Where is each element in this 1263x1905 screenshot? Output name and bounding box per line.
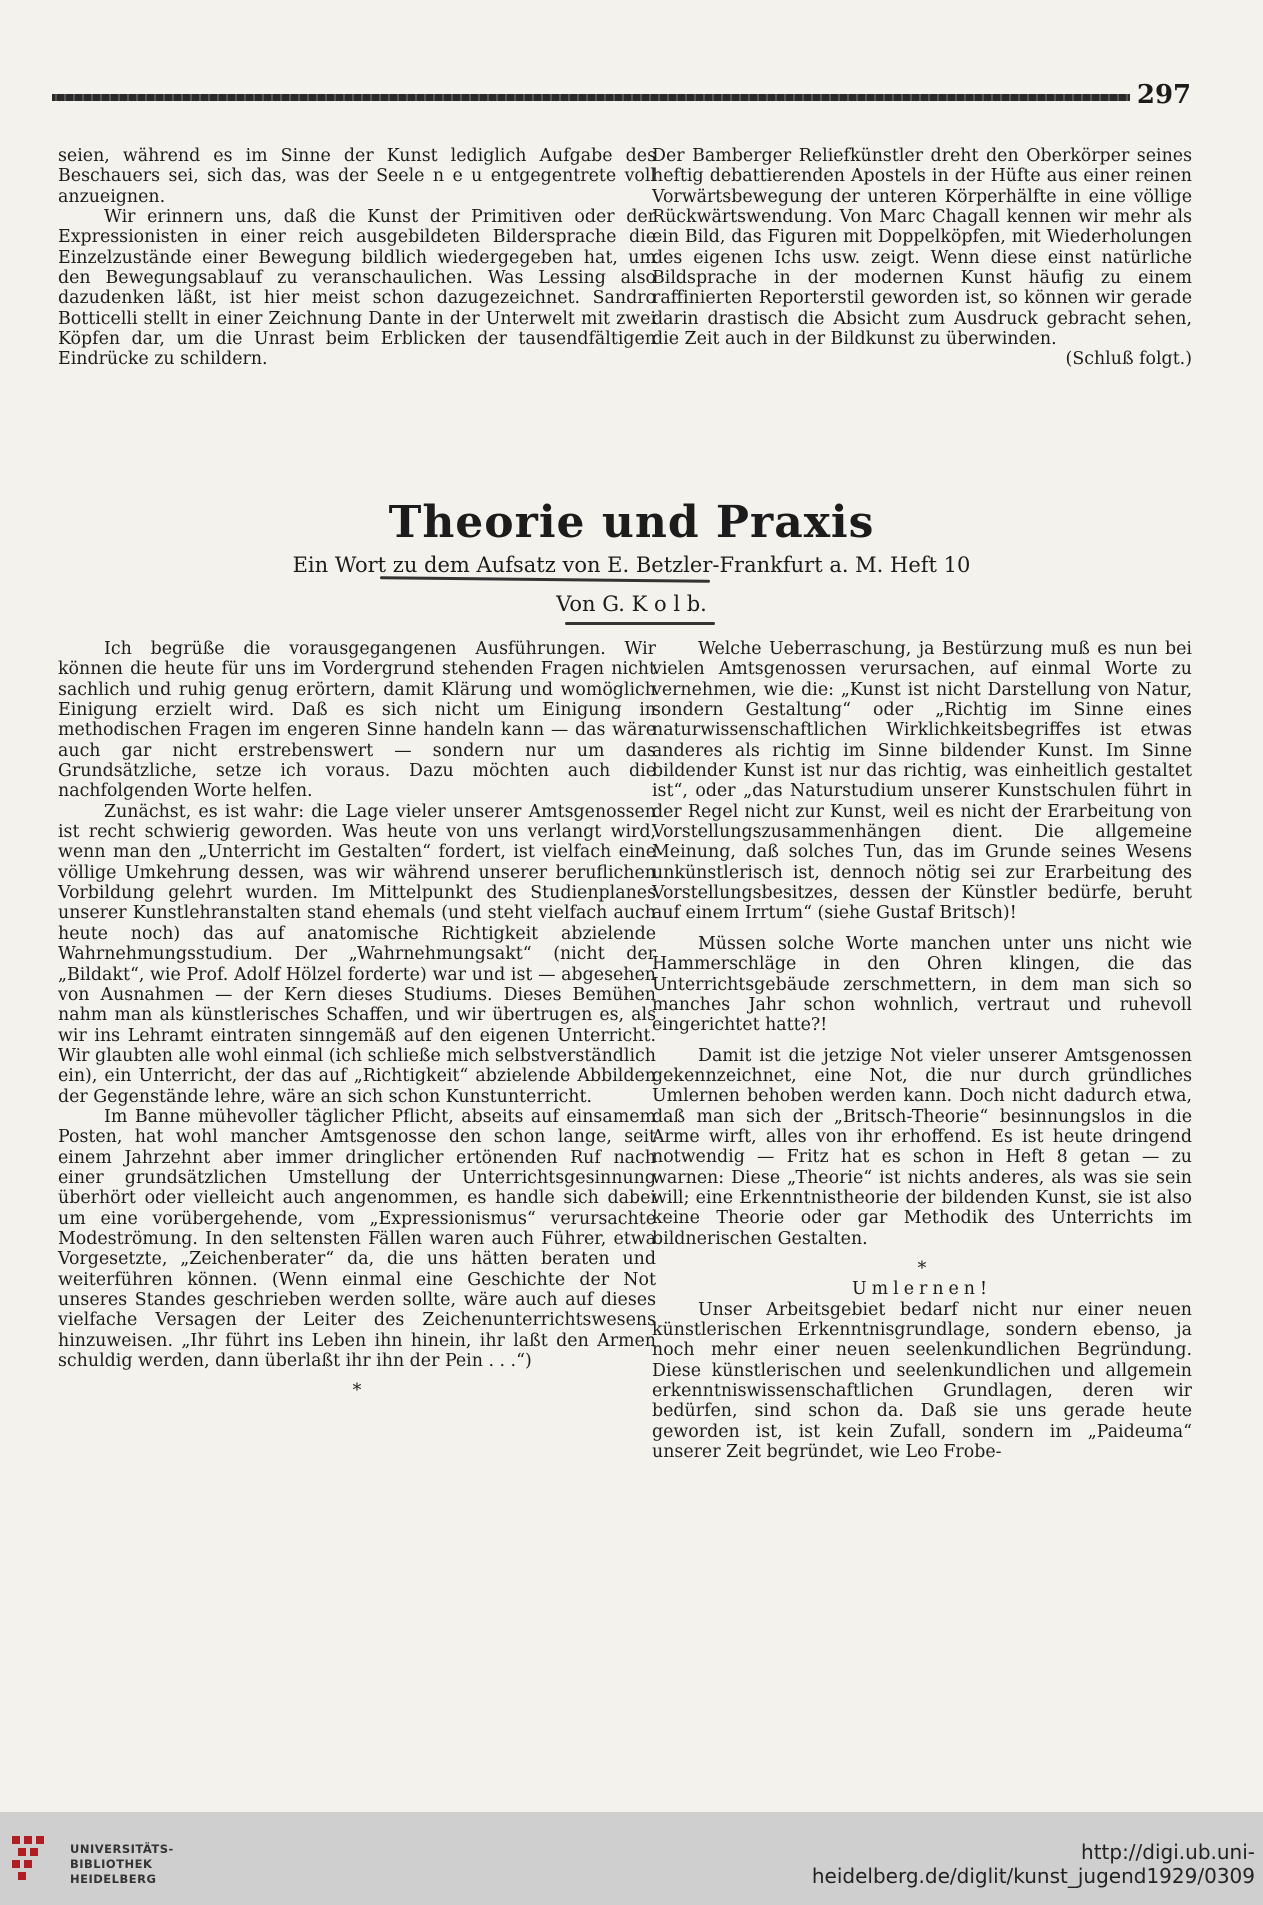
article-author: Von G. K o l b. (556, 592, 707, 616)
paragraph: Welche Ueberraschung, ja Bestürzung muß es nun bei vielen Amtsgenossen verursachen, auf einmal Worte zu vernehmen, wie die: „Kunst ist nicht Darstellung von Natur, sondern Gestaltung“ oder „Richtig im Sinne eines naturwissenschaftlichen Wirklichkeitsbegriffes ist etwas anderes als richtig im Sinne bildender Kunst. Im Sinne bildender Kunst ist nur das richtig, was einheitlich gestaltet ist“, oder „das Naturstudium unserer Kunstschulen führt in der Regel nicht zur Kunst, weil es nicht der Erarbeitung von Vorstellungszusammenhängen dient. Die allgemeine Meinung, daß solches Tun, das im Grunde seines Wesens unkünstlerisch ist, dennoch nötig sei zur Erarbeitung des Vorstellungsbesitzes, dessen der Künstler bedürfe, beruht auf einem Irrtum“ (siehe Gustaf Britsch)! (652, 639, 1192, 924)
continued-note: (Schluß folgt.) (1065, 349, 1192, 370)
paragraph: Zunächst, es ist wahr: die Lage vieler unserer Amtsgenossen ist recht schwierig geworden. Was heute von uns verlangt wird, wenn man den „Unterricht im Gestalten“ fordert, ist vielfach eine völlige Umkehrung dessen, was wir während unserer beruflichen Vorbildung gelehrt wurden. Im Mittelpunkt des Studienplanes unserer Kunstlehranstalten stand ehemals (und steht vielfach auch heute noch) das auf anatomische Richtigkeit abzielende Wahrnehmungsstudium. Der „Wahrnehmungsakt“ (nicht der „Bildakt“, wie Prof. Adolf Hölzel forderte) war und ist — abgesehen von Ausnahmen — der Kern dieses Studiums. Dieses Bemühen nahm man als künstlerisches Schaffen, und wir übertrugen es, als wir ins Lehramt eintraten sinngemäß auf den eigenen Unterricht. Wir glaubten alle wohl einmal (ich schließe mich selbstverständlich ein), ein Unterricht, der das auf „Richtigkeit“ abzielende Abbilden der Gegenstände lehre, wäre an sich schon Kunstunterricht. (58, 801, 656, 1107)
article-subtitle: Ein Wort zu dem Aufsatz von E. Betzler-Frankfurt a. M. Heft 10 (292, 553, 971, 577)
library-logo-icon (6, 1830, 62, 1886)
top-left-column (58, 146, 656, 370)
logo-text-line3: HEIDELBERG (70, 1872, 157, 1886)
logo-text-line1: UNIVERSITÄTS- (70, 1842, 174, 1856)
library-footer (0, 1812, 1263, 1905)
top-right-column (652, 146, 1192, 370)
section-star: * (352, 1381, 362, 1402)
paragraph: Unser Arbeitsgebiet bedarf nicht nur einer neuen künstlerischen Erkenntnisgrundlage, sondern ebenso, ja noch mehr einer neuen seelenkundlichen Begründung. Diese künstlerischen und seelenkundlichen und allgemein erkenntniswissenschaftlichen Grundlagen, deren wir bedürfen, sind schon da. Daß sie uns gerade heute geworden ist, ist kein Zufall, sondern im „Paideuma“ unserer Zeit begründet, wie Leo Frobe- (652, 1299, 1192, 1463)
bottom-right-column (652, 639, 1192, 1462)
paragraph: Müssen solche Worte manchen unter uns nicht wie Hammerschläge in den Ohren klingen, die das Unterrichtsgebäude zerschmettern, in dem man sich so manches Jahr schon wohnlich, vertraut und ruhevoll eingerichtet hatte?! (652, 933, 1192, 1036)
paragraph: Ich begrüße die vorausgegangenen Ausführungen. Wir können die heute für uns im Vordergrund stehenden Fragen nicht sachlich und ruhig genug erörtern, damit Klärung und womöglich Einigung erzielt wird. Daß es sich nicht um Einigung in methodischen Fragen im engeren Sinne handeln kann — das wäre auch gar nicht erstrebenswert — sondern nur um das Grundsätzliche, setze ich voraus. Dazu möchten auch die nachfolgenden Worte helfen. (58, 639, 656, 802)
page-number: 297 (1136, 80, 1192, 110)
paragraph: Im Banne mühevoller täglicher Pflicht, abseits auf einsamem Posten, hat wohl mancher Amtsgenosse den schon lange, seit einem Jahrzehnt aber immer dringlicher ertönenden Ruf nach einer grundsätzlichen Umstellung der Unterrichtsgesinnung überhört oder vielleicht auch angenommen, es handle sich dabei um eine vorübergehende, vom „Expressionismus“ verursachte Modeströmung. In den seltensten Fällen waren auch Führer, etwa Vorgesetzte, „Zeichenberater“ da, die uns hätten beraten und weiterführen können. (Wenn einmal eine Geschichte der Not unseres Standes geschrieben werden sollte, wäre auch auf dieses vielfache Versagen der Leiter des Zeichenunterrichtswesens hinzuweisen. „Ihr führt ins Leben ihn hinein, ihr laßt den Armen schuldig werden, dann überlaßt ihr ihn der Pein . . .“) (58, 1106, 656, 1372)
header-rule (52, 94, 1130, 101)
section-star: * (917, 1258, 927, 1279)
source-url[interactable]: http://digi.ub.uni-heidelberg.de/diglit/kunst_jugend1929/0309 (811, 1840, 1255, 1888)
paragraph: seien, während es im Sinne der Kunst lediglich Aufgabe des Beschauers sei, sich das, was der Seele n e u entgegentrete voll anzueignen. (58, 146, 656, 207)
bottom-left-column (58, 639, 656, 1402)
logo-text-line2: BIBLIOTHEK (70, 1857, 153, 1871)
author-underline (565, 622, 715, 625)
paragraph: Der Bamberger Reliefkünstler dreht den Oberkörper seines heftig debattierenden Apostels in der Hüfte aus einer reinen Vorwärtsbewegung der unteren Körperhälfte in eine völlige Rückwärtswendung. Von Marc Chagall kennen wir mehr als ein Bild, das Figuren mit Doppelköpfen, mit Wiederholungen des eigenen Ichs usw. zeigt. Wenn diese einst natürliche Bildsprache in der modernen Kunst häufig zu einem raffinierten Reporterstil geworden ist, so können wir gerade darin drastisch die Absicht zum Ausdruck gebracht sehen, die Zeit auch in der Bildkunst zu überwinden. (652, 146, 1192, 350)
paragraph: Damit ist die jetzige Not vieler unserer Amtsgenossen gekennzeichnet, eine Not, die nur durch gründliches Umlernen behoben werden kann. Doch nicht dadurch etwa, daß man sich der „Britsch-Theorie“ besinnungslos in die Arme wirft, alles von ihr erhoffend. Es ist heute dringend notwendig — Fritz hat es schon in Heft 8 getan — zu warnen: Diese „Theorie“ ist nichts anderes, als was sie sein will; eine Erkenntnistheorie der bildenden Kunst, sie ist also keine Theorie oder gar Methodik des Unterrichts im bildnerischen Gestalten. (652, 1045, 1192, 1249)
section-heading: Umlernen! (852, 1279, 992, 1300)
paragraph: Wir erinnern uns, daß die Kunst der Primitiven oder der Expressionisten in einer reich ausgebildeten Bildersprache die Einzelzustände einer Bewegung bildlich wiedergegeben hat, um den Bewegungsablauf zu veranschaulichen. Was Lessing also dazudenken läßt, ist hier meist schon dazugezeichnet. Sandro Botticelli stellt in einer Zeichnung Dante in der Unterwelt mit zwei Köpfen dar, um die Unrast beim Erblicken der tausendfältigen Eindrücke zu schildern. (58, 207, 656, 370)
article-title: Theorie und Praxis (388, 497, 875, 548)
